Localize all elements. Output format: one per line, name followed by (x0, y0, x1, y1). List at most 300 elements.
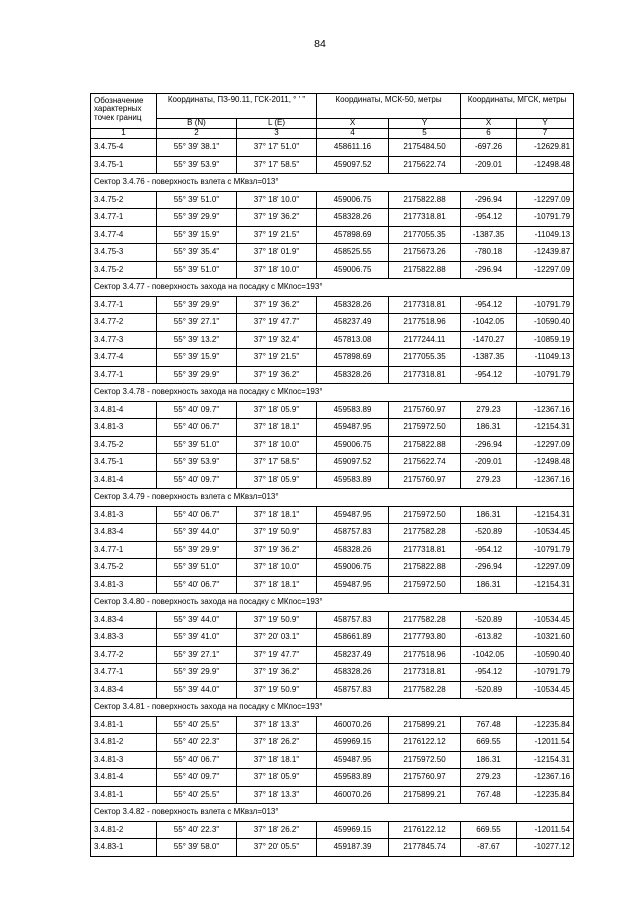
point-id-cell: 3.4.75-2 (91, 436, 157, 454)
mgsk-y-cell: -10321.60 (517, 629, 574, 647)
point-id-cell: 3.4.75-3 (91, 244, 157, 262)
table-row (91, 139, 574, 157)
header-point-designation: Обозначение характерных точек границ (91, 94, 157, 129)
mgsk-x-cell: -520.89 (461, 611, 517, 629)
mgsk-x-cell: -954.12 (461, 541, 517, 559)
point-id-cell: 3.4.81-1 (91, 786, 157, 804)
latitude-cell: 55° 39' 29.9" (157, 366, 237, 384)
table-row (91, 436, 574, 454)
mgsk-x-cell: -520.89 (461, 681, 517, 699)
table-row (91, 541, 574, 559)
latitude-cell: 55° 40' 06.7" (157, 751, 237, 769)
msk-y-cell: 2176122.12 (389, 734, 461, 752)
mgsk-y-cell: -12011.54 (517, 734, 574, 752)
mgsk-y-cell: -12297.09 (517, 559, 574, 577)
mgsk-x-cell: 767.48 (461, 716, 517, 734)
mgsk-y-cell: -11049.13 (517, 349, 574, 367)
mgsk-y-cell: -12154.31 (517, 576, 574, 594)
longitude-cell: 37° 19' 47.7" (237, 314, 317, 332)
mgsk-x-cell: -613.82 (461, 629, 517, 647)
table-row (91, 576, 574, 594)
table-row (91, 769, 574, 787)
header-y-msk: Y (389, 119, 461, 129)
msk-y-cell: 2177055.35 (389, 226, 461, 244)
point-id-cell: 3.4.83-3 (91, 629, 157, 647)
latitude-cell: 55° 40' 25.5" (157, 786, 237, 804)
msk-y-cell: 2175972.50 (389, 506, 461, 524)
msk-x-cell: 459487.95 (317, 751, 389, 769)
msk-y-cell: 2175622.74 (389, 156, 461, 174)
msk-x-cell: 459487.95 (317, 506, 389, 524)
table-row (91, 209, 574, 227)
sector-row (91, 174, 574, 192)
longitude-cell: 37° 18' 18.1" (237, 751, 317, 769)
table-row (91, 646, 574, 664)
mgsk-y-cell: -12154.31 (517, 506, 574, 524)
column-number: 1 (91, 129, 157, 139)
mgsk-y-cell: -12235.84 (517, 716, 574, 734)
msk-y-cell: 2177845.74 (389, 839, 461, 857)
longitude-cell: 37° 18' 01.9" (237, 244, 317, 262)
msk-x-cell: 458328.26 (317, 366, 389, 384)
table-row (91, 471, 574, 489)
point-id-cell: 3.4.81-4 (91, 471, 157, 489)
msk-x-cell: 459969.15 (317, 734, 389, 752)
mgsk-x-cell: -1387.35 (461, 349, 517, 367)
mgsk-y-cell: -12297.09 (517, 261, 574, 279)
mgsk-y-cell: -12629.81 (517, 139, 574, 157)
msk-x-cell: 459583.89 (317, 471, 389, 489)
latitude-cell: 55° 39' 51.0" (157, 559, 237, 577)
longitude-cell: 37° 18' 10.0" (237, 436, 317, 454)
sector-title: Сектор 3.4.81 - поверхность захода на посадку с МКпос=193° (91, 699, 574, 717)
longitude-cell: 37° 18' 10.0" (237, 261, 317, 279)
msk-y-cell: 2175760.97 (389, 769, 461, 787)
msk-y-cell: 2176122.12 (389, 821, 461, 839)
latitude-cell: 55° 39' 44.0" (157, 681, 237, 699)
longitude-cell: 37° 18' 05.9" (237, 769, 317, 787)
mgsk-x-cell: -780.18 (461, 244, 517, 262)
longitude-cell: 37° 19' 36.2" (237, 541, 317, 559)
sector-title: Сектор 3.4.80 - поверхность захода на посадку с МКпос=193° (91, 594, 574, 612)
latitude-cell: 55° 39' 13.2" (157, 331, 237, 349)
column-number: 6 (461, 129, 517, 139)
latitude-cell: 55° 39' 15.9" (157, 349, 237, 367)
longitude-cell: 37° 19' 47.7" (237, 646, 317, 664)
longitude-cell: 37° 18' 13.3" (237, 786, 317, 804)
latitude-cell: 55° 40' 22.3" (157, 821, 237, 839)
msk-y-cell: 2175673.26 (389, 244, 461, 262)
table-row (91, 226, 574, 244)
longitude-cell: 37° 19' 50.9" (237, 611, 317, 629)
column-number: 5 (389, 129, 461, 139)
point-id-cell: 3.4.83-4 (91, 524, 157, 542)
msk-x-cell: 458661.89 (317, 629, 389, 647)
msk-y-cell: 2175822.88 (389, 559, 461, 577)
table-row (91, 664, 574, 682)
msk-x-cell: 459583.89 (317, 769, 389, 787)
mgsk-x-cell: -954.12 (461, 366, 517, 384)
latitude-cell: 55° 40' 09.7" (157, 471, 237, 489)
table-row (91, 629, 574, 647)
mgsk-y-cell: -11049.13 (517, 226, 574, 244)
table-row (91, 611, 574, 629)
latitude-cell: 55° 39' 44.0" (157, 524, 237, 542)
mgsk-x-cell: -209.01 (461, 454, 517, 472)
table-body (91, 139, 574, 857)
point-id-cell: 3.4.81-2 (91, 821, 157, 839)
msk-x-cell: 459006.75 (317, 559, 389, 577)
sector-row (91, 279, 574, 297)
msk-y-cell: 2177793.80 (389, 629, 461, 647)
msk-x-cell: 458328.26 (317, 541, 389, 559)
longitude-cell: 37° 19' 50.9" (237, 524, 317, 542)
mgsk-y-cell: -12297.09 (517, 191, 574, 209)
latitude-cell: 55° 39' 58.0" (157, 839, 237, 857)
longitude-cell: 37° 20' 03.1" (237, 629, 317, 647)
point-id-cell: 3.4.81-3 (91, 751, 157, 769)
table-row (91, 296, 574, 314)
header-mgsk-group: Координаты, МГСК, метры (461, 94, 574, 119)
table-row (91, 331, 574, 349)
msk-y-cell: 2175972.50 (389, 419, 461, 437)
longitude-cell: 37° 18' 13.3" (237, 716, 317, 734)
point-id-cell: 3.4.75-2 (91, 261, 157, 279)
point-id-cell: 3.4.77-1 (91, 296, 157, 314)
latitude-cell: 55° 40' 06.7" (157, 576, 237, 594)
msk-x-cell: 458757.83 (317, 611, 389, 629)
mgsk-x-cell: 279.23 (461, 401, 517, 419)
column-number: 3 (237, 129, 317, 139)
latitude-cell: 55° 39' 41.0" (157, 629, 237, 647)
mgsk-y-cell: -12154.31 (517, 751, 574, 769)
mgsk-x-cell: -954.12 (461, 209, 517, 227)
table-row (91, 524, 574, 542)
longitude-cell: 37° 19' 32.4" (237, 331, 317, 349)
longitude-cell: 37° 18' 18.1" (237, 506, 317, 524)
msk-x-cell: 460070.26 (317, 786, 389, 804)
point-id-cell: 3.4.77-1 (91, 541, 157, 559)
msk-y-cell: 2177582.28 (389, 611, 461, 629)
longitude-cell: 37° 19' 36.2" (237, 209, 317, 227)
table-row (91, 366, 574, 384)
mgsk-x-cell: -520.89 (461, 524, 517, 542)
table-row (91, 401, 574, 419)
msk-x-cell: 460070.26 (317, 716, 389, 734)
table-row (91, 751, 574, 769)
mgsk-y-cell: -12154.31 (517, 419, 574, 437)
latitude-cell: 55° 39' 29.9" (157, 664, 237, 682)
mgsk-x-cell: -209.01 (461, 156, 517, 174)
point-id-cell: 3.4.75-1 (91, 156, 157, 174)
point-id-cell: 3.4.75-4 (91, 139, 157, 157)
longitude-cell: 37° 17' 51.0" (237, 139, 317, 157)
latitude-cell: 55° 39' 15.9" (157, 226, 237, 244)
latitude-cell: 55° 39' 38.1" (157, 139, 237, 157)
msk-x-cell: 457898.69 (317, 349, 389, 367)
msk-y-cell: 2177518.96 (389, 646, 461, 664)
column-number: 2 (157, 129, 237, 139)
msk-x-cell: 457898.69 (317, 226, 389, 244)
msk-y-cell: 2175760.97 (389, 471, 461, 489)
point-id-cell: 3.4.77-1 (91, 209, 157, 227)
mgsk-y-cell: -12011.54 (517, 821, 574, 839)
sector-row (91, 804, 574, 822)
longitude-cell: 37° 19' 50.9" (237, 681, 317, 699)
table-row (91, 156, 574, 174)
latitude-cell: 55° 39' 51.0" (157, 261, 237, 279)
msk-x-cell: 459097.52 (317, 156, 389, 174)
mgsk-y-cell: -12367.16 (517, 471, 574, 489)
header-b: B (N) (157, 119, 237, 129)
longitude-cell: 37° 19' 36.2" (237, 366, 317, 384)
longitude-cell: 37° 19' 36.2" (237, 664, 317, 682)
mgsk-y-cell: -12498.48 (517, 454, 574, 472)
longitude-cell: 37° 19' 21.5" (237, 226, 317, 244)
mgsk-x-cell: 669.55 (461, 821, 517, 839)
msk-y-cell: 2177318.81 (389, 664, 461, 682)
msk-x-cell: 459006.75 (317, 191, 389, 209)
longitude-cell: 37° 18' 05.9" (237, 401, 317, 419)
msk-x-cell: 458237.49 (317, 314, 389, 332)
longitude-cell: 37° 19' 36.2" (237, 296, 317, 314)
table-row (91, 559, 574, 577)
point-id-cell: 3.4.75-1 (91, 454, 157, 472)
mgsk-x-cell: 186.31 (461, 506, 517, 524)
latitude-cell: 55° 39' 27.1" (157, 646, 237, 664)
header-x-mgsk: X (461, 119, 517, 129)
mgsk-x-cell: -954.12 (461, 296, 517, 314)
msk-x-cell: 459969.15 (317, 821, 389, 839)
mgsk-x-cell: -1470.27 (461, 331, 517, 349)
mgsk-y-cell: -10590.40 (517, 314, 574, 332)
mgsk-y-cell: -10534.45 (517, 524, 574, 542)
msk-y-cell: 2177518.96 (389, 314, 461, 332)
msk-y-cell: 2175972.50 (389, 576, 461, 594)
latitude-cell: 55° 39' 29.9" (157, 541, 237, 559)
msk-x-cell: 457813.08 (317, 331, 389, 349)
msk-x-cell: 459583.89 (317, 401, 389, 419)
msk-x-cell: 459006.75 (317, 261, 389, 279)
msk-y-cell: 2175822.88 (389, 436, 461, 454)
mgsk-x-cell: -1042.05 (461, 646, 517, 664)
point-id-cell: 3.4.81-3 (91, 506, 157, 524)
table-row (91, 786, 574, 804)
msk-y-cell: 2175899.21 (389, 786, 461, 804)
sector-row (91, 594, 574, 612)
sector-row (91, 384, 574, 402)
table-row (91, 716, 574, 734)
msk-x-cell: 459487.95 (317, 419, 389, 437)
msk-x-cell: 459187.39 (317, 839, 389, 857)
mgsk-y-cell: -10534.45 (517, 611, 574, 629)
mgsk-y-cell: -12297.09 (517, 436, 574, 454)
latitude-cell: 55° 40' 09.7" (157, 769, 237, 787)
sector-title: Сектор 3.4.82 - поверхность взлета с МКвзл=013° (91, 804, 574, 822)
latitude-cell: 55° 39' 27.1" (157, 314, 237, 332)
header-pz90-group: Координаты, ПЗ-90.11, ГСК-2011, ° ' " (157, 94, 317, 119)
sector-title: Сектор 3.4.77 - поверхность захода на посадку с МКпос=193° (91, 279, 574, 297)
msk-x-cell: 458328.26 (317, 296, 389, 314)
msk-x-cell: 458328.26 (317, 664, 389, 682)
table-row (91, 349, 574, 367)
longitude-cell: 37° 18' 10.0" (237, 559, 317, 577)
point-id-cell: 3.4.81-3 (91, 576, 157, 594)
msk-y-cell: 2175622.74 (389, 454, 461, 472)
mgsk-y-cell: -12498.48 (517, 156, 574, 174)
table-row (91, 419, 574, 437)
table-row (91, 506, 574, 524)
msk-y-cell: 2175822.88 (389, 191, 461, 209)
point-id-cell: 3.4.81-1 (91, 716, 157, 734)
msk-y-cell: 2175899.21 (389, 716, 461, 734)
sector-title: Сектор 3.4.79 - поверхность взлета с МКвзл=013° (91, 489, 574, 507)
longitude-cell: 37° 18' 26.2" (237, 821, 317, 839)
msk-y-cell: 2177318.81 (389, 296, 461, 314)
mgsk-y-cell: -10791.79 (517, 664, 574, 682)
point-id-cell: 3.4.77-2 (91, 314, 157, 332)
msk-y-cell: 2177318.81 (389, 209, 461, 227)
point-id-cell: 3.4.77-3 (91, 331, 157, 349)
table-row (91, 681, 574, 699)
header-column-numbers (91, 129, 574, 139)
mgsk-x-cell: -1387.35 (461, 226, 517, 244)
msk-x-cell: 458757.83 (317, 524, 389, 542)
msk-y-cell: 2177582.28 (389, 524, 461, 542)
point-id-cell: 3.4.81-3 (91, 419, 157, 437)
latitude-cell: 55° 39' 35.4" (157, 244, 237, 262)
longitude-cell: 37° 17' 58.5" (237, 454, 317, 472)
table-row (91, 734, 574, 752)
longitude-cell: 37° 19' 21.5" (237, 349, 317, 367)
table-row (91, 261, 574, 279)
longitude-cell: 37° 17' 58.5" (237, 156, 317, 174)
table-row (91, 821, 574, 839)
point-id-cell: 3.4.75-2 (91, 191, 157, 209)
mgsk-x-cell: -296.94 (461, 559, 517, 577)
msk-x-cell: 458525.55 (317, 244, 389, 262)
header-x-msk: X (317, 119, 389, 129)
msk-y-cell: 2177244.11 (389, 331, 461, 349)
point-id-cell: 3.4.81-4 (91, 401, 157, 419)
mgsk-x-cell: -87.67 (461, 839, 517, 857)
point-id-cell: 3.4.77-4 (91, 349, 157, 367)
msk-x-cell: 459487.95 (317, 576, 389, 594)
point-id-cell: 3.4.75-2 (91, 559, 157, 577)
mgsk-x-cell: 186.31 (461, 751, 517, 769)
msk-y-cell: 2177055.35 (389, 349, 461, 367)
page-number: 84 (314, 38, 326, 50)
longitude-cell: 37° 18' 26.2" (237, 734, 317, 752)
mgsk-y-cell: -12367.16 (517, 769, 574, 787)
mgsk-x-cell: 767.48 (461, 786, 517, 804)
latitude-cell: 55° 39' 29.9" (157, 296, 237, 314)
mgsk-y-cell: -10859.19 (517, 331, 574, 349)
mgsk-x-cell: 186.31 (461, 419, 517, 437)
mgsk-y-cell: -10534.45 (517, 681, 574, 699)
column-number: 4 (317, 129, 389, 139)
latitude-cell: 55° 40' 09.7" (157, 401, 237, 419)
mgsk-y-cell: -10791.79 (517, 366, 574, 384)
msk-x-cell: 458757.83 (317, 681, 389, 699)
table-row (91, 191, 574, 209)
msk-y-cell: 2177582.28 (389, 681, 461, 699)
msk-x-cell: 459097.52 (317, 454, 389, 472)
column-number: 7 (517, 129, 574, 139)
mgsk-x-cell: -1042.05 (461, 314, 517, 332)
latitude-cell: 55° 40' 06.7" (157, 506, 237, 524)
longitude-cell: 37° 18' 18.1" (237, 576, 317, 594)
point-id-cell: 3.4.83-1 (91, 839, 157, 857)
point-id-cell: 3.4.83-4 (91, 681, 157, 699)
longitude-cell: 37° 18' 10.0" (237, 191, 317, 209)
latitude-cell: 55° 39' 51.0" (157, 436, 237, 454)
table-row (91, 244, 574, 262)
msk-y-cell: 2175484.50 (389, 139, 461, 157)
latitude-cell: 55° 39' 53.9" (157, 454, 237, 472)
mgsk-x-cell: -296.94 (461, 261, 517, 279)
mgsk-x-cell: 669.55 (461, 734, 517, 752)
point-id-cell: 3.4.83-4 (91, 611, 157, 629)
table-row (91, 839, 574, 857)
header-y-mgsk: Y (517, 119, 574, 129)
msk-x-cell: 459006.75 (317, 436, 389, 454)
point-id-cell: 3.4.81-2 (91, 734, 157, 752)
mgsk-x-cell: -296.94 (461, 191, 517, 209)
point-id-cell: 3.4.81-4 (91, 769, 157, 787)
mgsk-x-cell: -954.12 (461, 664, 517, 682)
msk-x-cell: 458237.49 (317, 646, 389, 664)
mgsk-y-cell: -12235.84 (517, 786, 574, 804)
table-row (91, 314, 574, 332)
latitude-cell: 55° 40' 06.7" (157, 419, 237, 437)
latitude-cell: 55° 39' 51.0" (157, 191, 237, 209)
mgsk-x-cell: -697.26 (461, 139, 517, 157)
msk-x-cell: 458328.26 (317, 209, 389, 227)
sector-row (91, 489, 574, 507)
msk-y-cell: 2175822.88 (389, 261, 461, 279)
coordinates-table (90, 93, 574, 857)
sector-title: Сектор 3.4.76 - поверхность взлета с МКвзл=013° (91, 174, 574, 192)
latitude-cell: 55° 39' 29.9" (157, 209, 237, 227)
sector-title: Сектор 3.4.78 - поверхность захода на посадку с МКпос=193° (91, 384, 574, 402)
latitude-cell: 55° 40' 25.5" (157, 716, 237, 734)
latitude-cell: 55° 40' 22.3" (157, 734, 237, 752)
point-id-cell: 3.4.77-1 (91, 664, 157, 682)
mgsk-x-cell: 279.23 (461, 471, 517, 489)
mgsk-y-cell: -10791.79 (517, 541, 574, 559)
table-row (91, 454, 574, 472)
msk-y-cell: 2175760.97 (389, 401, 461, 419)
header-msk50-group: Координаты, МСК-50, метры (317, 94, 461, 119)
mgsk-x-cell: -296.94 (461, 436, 517, 454)
mgsk-y-cell: -10277.12 (517, 839, 574, 857)
point-id-cell: 3.4.77-2 (91, 646, 157, 664)
longitude-cell: 37° 18' 18.1" (237, 419, 317, 437)
msk-x-cell: 458611.16 (317, 139, 389, 157)
mgsk-y-cell: -10791.79 (517, 296, 574, 314)
mgsk-y-cell: -10590.40 (517, 646, 574, 664)
msk-y-cell: 2177318.81 (389, 541, 461, 559)
msk-y-cell: 2177318.81 (389, 366, 461, 384)
latitude-cell: 55° 39' 44.0" (157, 611, 237, 629)
sector-row (91, 699, 574, 717)
mgsk-y-cell: -12367.16 (517, 401, 574, 419)
msk-y-cell: 2175972.50 (389, 751, 461, 769)
longitude-cell: 37° 20' 05.5" (237, 839, 317, 857)
mgsk-x-cell: 279.23 (461, 769, 517, 787)
longitude-cell: 37° 18' 05.9" (237, 471, 317, 489)
